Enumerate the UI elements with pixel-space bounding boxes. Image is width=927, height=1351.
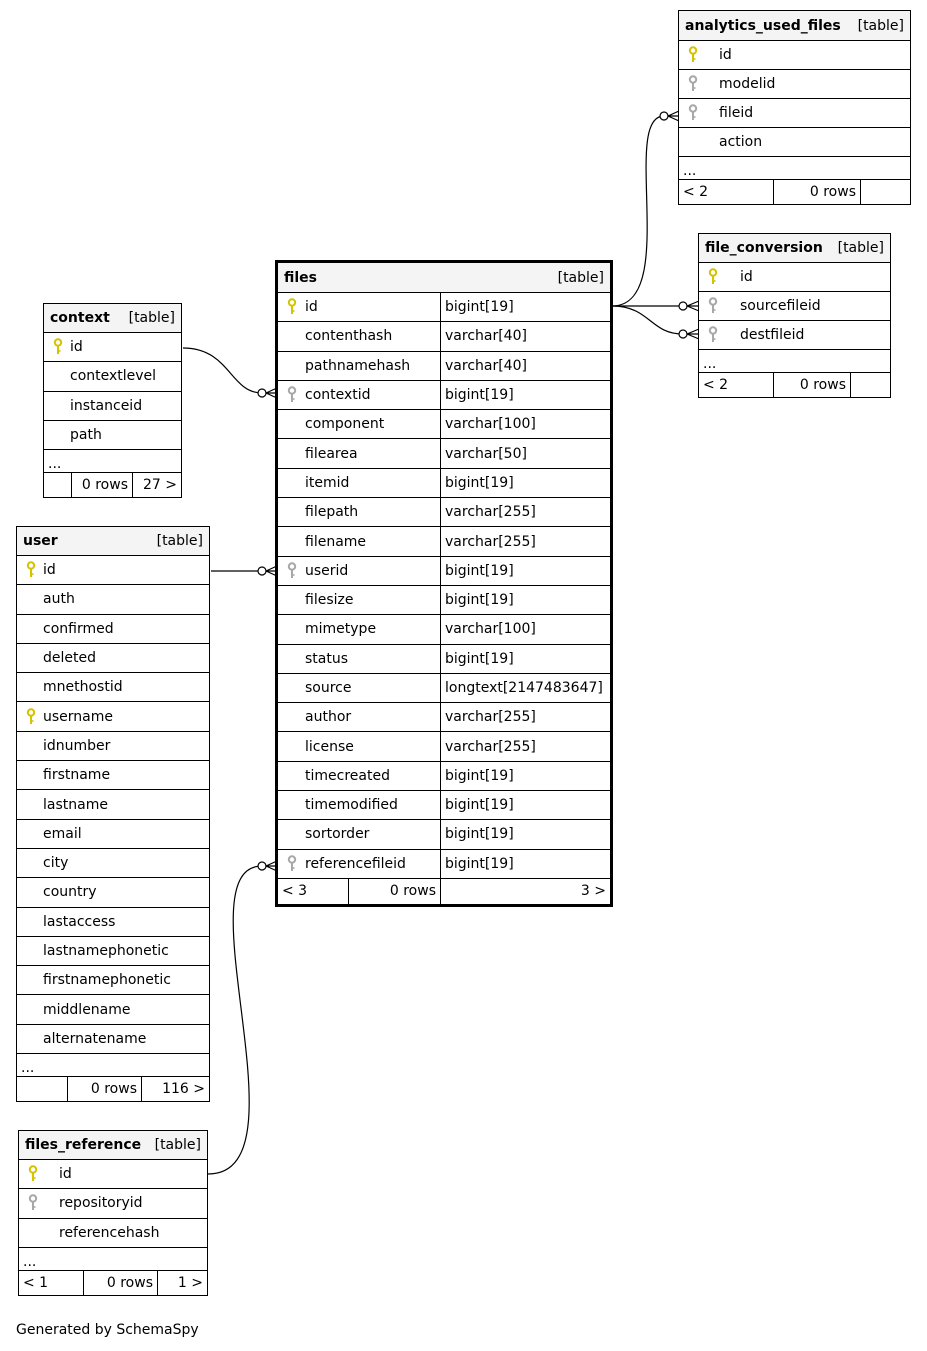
foreign-key-icon [688, 75, 698, 93]
column-name: timecreated [305, 767, 390, 784]
primary-key-icon [53, 338, 63, 356]
column-type: bigint[19] [440, 586, 610, 614]
table-tag: [table] [857, 17, 904, 34]
column-row[interactable] [679, 41, 910, 70]
foreign-key-icon [287, 386, 297, 404]
column-name: path [70, 427, 102, 444]
column-row[interactable] [17, 849, 209, 878]
table-analytics-used-files[interactable] [678, 10, 911, 205]
more-columns-indicator[interactable]: ... [19, 1248, 207, 1271]
column-row[interactable] [44, 333, 181, 362]
link-end-circle [258, 389, 266, 397]
column-row[interactable] [17, 1025, 209, 1054]
foreign-key-icon [688, 104, 698, 122]
column-row[interactable] [278, 410, 610, 439]
column-name: contextlevel [70, 368, 157, 385]
column-row[interactable] [699, 292, 890, 321]
column-name: instanceid [70, 397, 143, 414]
table-tag: [table] [557, 269, 604, 286]
child-count[interactable]: 3 > [440, 879, 610, 904]
column-row[interactable] [17, 644, 209, 673]
column-row[interactable] [17, 878, 209, 907]
row-count: 0 rows [71, 473, 132, 497]
column-row[interactable] [44, 421, 181, 450]
column-name: firstname [43, 767, 111, 784]
column-row[interactable] [17, 673, 209, 702]
column-name: fileid [719, 105, 754, 121]
column-row[interactable] [278, 293, 610, 322]
column-name: userid [305, 562, 349, 579]
column-row[interactable] [278, 469, 610, 498]
table-tag: [table] [128, 310, 175, 326]
column-row[interactable] [278, 527, 610, 556]
column-type: bigint[19] [440, 850, 610, 878]
foreign-key-icon [708, 297, 718, 315]
column-type: varchar[50] [440, 439, 610, 467]
column-row[interactable] [19, 1189, 207, 1218]
column-name: action [719, 134, 763, 150]
column-name: source [305, 680, 352, 696]
column-name: destfileid [740, 327, 805, 343]
column-name: pathnamehash [305, 357, 411, 374]
column-row[interactable] [17, 732, 209, 761]
row-count: 0 rows [83, 1271, 157, 1295]
column-row[interactable] [17, 615, 209, 644]
column-row[interactable] [679, 70, 910, 99]
column-type: bigint[19] [440, 791, 610, 819]
primary-key-icon [28, 1165, 38, 1183]
row-count: 0 rows [348, 879, 440, 904]
table-tag: [table] [154, 1137, 201, 1153]
column-name: filename [305, 533, 367, 550]
column-name: itemid [305, 474, 350, 491]
table-footer [44, 473, 181, 497]
column-name: mimetype [305, 621, 377, 638]
column-name: username [43, 708, 113, 725]
column-row[interactable] [278, 674, 610, 703]
column-type: varchar[40] [440, 322, 610, 350]
column-row[interactable] [278, 820, 610, 849]
column-type: bigint[19] [440, 762, 610, 790]
column-name: id [59, 1166, 72, 1183]
column-name: filepath [305, 504, 359, 521]
column-row[interactable] [699, 321, 890, 350]
column-name: id [740, 269, 753, 285]
column-name: id [305, 299, 318, 316]
table-tag: [table] [837, 240, 884, 256]
child-count[interactable]: 1 > [157, 1271, 207, 1295]
parent-count[interactable]: < 2 [703, 377, 729, 393]
table-header [699, 234, 890, 263]
table-files[interactable] [275, 260, 613, 907]
column-type: bigint[19] [440, 293, 610, 321]
column-row[interactable] [278, 557, 610, 586]
table-name: analytics_used_files [685, 17, 841, 34]
link-context-files [183, 348, 262, 393]
column-name: filearea [305, 445, 358, 462]
table-footer [17, 1077, 209, 1101]
more-columns-indicator[interactable]: ... [44, 450, 181, 473]
link-files-conversion-dest [612, 306, 683, 334]
column-name: lastaccess [43, 913, 116, 930]
column-name: alternatename [43, 1030, 147, 1047]
table-file-conversion[interactable] [698, 233, 891, 398]
link-files-analytics [612, 116, 664, 306]
column-name: confirmed [43, 620, 114, 637]
column-row[interactable] [278, 498, 610, 527]
column-name: sourcefileid [740, 298, 821, 314]
column-name: id [719, 47, 732, 63]
column-name: id [43, 562, 56, 579]
primary-key-icon [26, 561, 36, 579]
column-row[interactable] [17, 790, 209, 819]
column-name: email [43, 825, 82, 842]
column-name: referencefileid [305, 855, 406, 872]
child-count[interactable] [850, 373, 890, 397]
table-context[interactable] [43, 303, 182, 498]
column-type: bigint[19] [440, 557, 610, 585]
column-name: country [43, 884, 97, 901]
column-type: varchar[255] [440, 527, 610, 555]
column-row[interactable] [278, 615, 610, 644]
column-row[interactable] [278, 439, 610, 468]
column-row[interactable] [17, 761, 209, 790]
parent-count[interactable]: < 2 [683, 184, 709, 200]
column-type: varchar[255] [440, 498, 610, 526]
column-name: middlename [43, 1001, 131, 1018]
column-row[interactable] [278, 791, 610, 820]
table-footer [19, 1271, 207, 1295]
table-name: files_reference [25, 1137, 142, 1153]
more-columns-indicator[interactable]: ... [679, 157, 910, 180]
column-type: longtext[2147483647] [440, 674, 610, 702]
column-type: bigint[19] [440, 820, 610, 848]
child-count[interactable]: 27 > [132, 473, 181, 497]
primary-key-icon [708, 268, 718, 286]
column-row[interactable] [17, 937, 209, 966]
primary-key-icon [287, 298, 297, 316]
column-row[interactable] [679, 128, 910, 157]
table-header [44, 304, 181, 333]
column-row[interactable] [17, 556, 209, 585]
column-name: contenthash [305, 328, 393, 345]
parent-count[interactable] [44, 473, 71, 497]
column-type: varchar[255] [440, 703, 610, 731]
column-name: lastname [43, 796, 108, 813]
column-name: mnethostid [43, 679, 123, 696]
parent-count[interactable]: < 3 [282, 883, 308, 900]
table-footer [699, 373, 890, 397]
column-name: status [305, 650, 349, 667]
link-end-circle [258, 862, 266, 870]
table-tag: [table] [156, 533, 203, 549]
column-name: contextid [305, 387, 371, 404]
column-row[interactable] [278, 381, 610, 410]
column-name: license [305, 738, 354, 755]
column-name: idnumber [43, 737, 111, 754]
foreign-key-icon [287, 562, 297, 580]
table-files-reference[interactable] [18, 1130, 208, 1296]
table-header [19, 1131, 207, 1160]
column-row[interactable] [278, 703, 610, 732]
row-count: 0 rows [67, 1077, 141, 1101]
more-columns-indicator[interactable]: ... [17, 1054, 209, 1077]
column-row[interactable] [19, 1160, 207, 1189]
column-row[interactable] [278, 586, 610, 615]
column-row[interactable] [699, 263, 890, 292]
column-name: auth [43, 591, 75, 608]
column-name: timemodified [305, 797, 398, 814]
generated-by-text: Generated by SchemaSpy [16, 1322, 199, 1338]
column-name: sortorder [305, 826, 370, 843]
primary-key-icon [26, 708, 36, 726]
column-row[interactable] [679, 99, 910, 128]
column-type: varchar[40] [440, 352, 610, 380]
column-name: id [70, 339, 83, 356]
table-header [679, 11, 910, 41]
column-name: modelid [719, 76, 776, 92]
table-name: context [50, 310, 110, 326]
table-footer [278, 879, 610, 904]
column-type: bigint[19] [440, 381, 610, 409]
column-type: bigint[19] [440, 469, 610, 497]
table-name: files [284, 269, 318, 286]
column-row[interactable] [278, 322, 610, 351]
table-name: user [23, 533, 58, 549]
table-footer [679, 180, 910, 204]
foreign-key-icon [28, 1194, 38, 1212]
column-row[interactable] [17, 702, 209, 731]
parent-count[interactable] [17, 1077, 67, 1101]
column-row[interactable] [17, 995, 209, 1024]
column-row[interactable] [44, 392, 181, 421]
primary-key-icon [688, 46, 698, 64]
column-name: deleted [43, 650, 96, 667]
column-type: bigint[19] [440, 645, 610, 673]
column-name: lastnamephonetic [43, 943, 169, 959]
table-header [278, 263, 610, 293]
column-row[interactable] [19, 1219, 207, 1248]
column-row[interactable] [278, 352, 610, 381]
child-count[interactable]: 116 > [141, 1077, 209, 1101]
column-name: city [43, 855, 69, 872]
foreign-key-icon [708, 326, 718, 344]
column-type: varchar[100] [440, 410, 610, 438]
foreign-key-icon [287, 855, 297, 873]
link-end-circle [679, 302, 687, 310]
column-name: referencehash [59, 1224, 160, 1241]
table-header [17, 527, 209, 556]
link-end-circle [679, 330, 687, 338]
child-count[interactable] [860, 180, 910, 204]
column-name: repositoryid [59, 1195, 143, 1212]
row-count: 0 rows [773, 373, 850, 397]
column-name: firstnamephonetic [43, 972, 171, 989]
table-name: file_conversion [705, 240, 823, 256]
column-row[interactable] [17, 585, 209, 614]
column-row[interactable] [278, 645, 610, 674]
link-end-circle [660, 112, 668, 120]
parent-count[interactable]: < 1 [23, 1274, 49, 1291]
column-name: component [305, 416, 385, 433]
column-type: varchar[100] [440, 615, 610, 643]
link-files-reference-files [208, 866, 262, 1174]
column-row[interactable] [44, 362, 181, 391]
column-type: varchar[255] [440, 732, 610, 760]
column-row[interactable] [17, 966, 209, 995]
link-end-circle [258, 567, 266, 575]
more-columns-indicator[interactable]: ... [699, 350, 890, 373]
row-count: 0 rows [773, 180, 860, 204]
column-name: author [305, 709, 352, 726]
table-user[interactable] [16, 526, 210, 1102]
column-row[interactable] [17, 908, 209, 937]
column-row[interactable] [17, 820, 209, 849]
column-row[interactable] [278, 732, 610, 761]
column-name: filesize [305, 592, 354, 609]
column-row[interactable] [278, 762, 610, 791]
column-row[interactable] [278, 850, 610, 879]
